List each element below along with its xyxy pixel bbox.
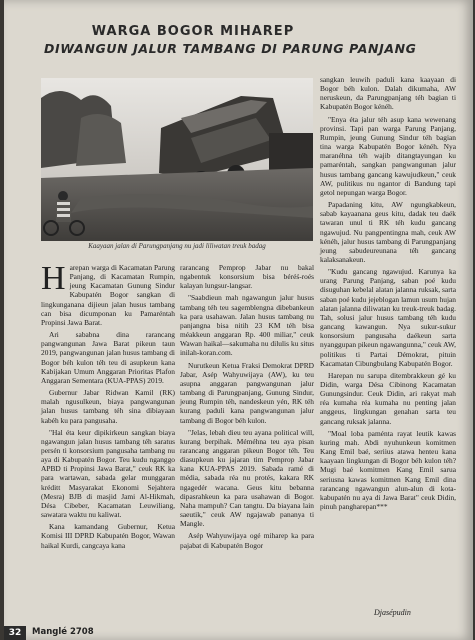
- paragraph: Gubernur Jabar Ridwan Kamil (RK) malah ngusulkeun, biaya pangwangunan jalan husus tambang téh sina dibiayaan kabéh ku para pangusaha.: [41, 388, 175, 425]
- title-line-2: DIWANGUN JALUR TAMBANG DI PARUNG PANJANG: [44, 41, 417, 56]
- paragraph: "Jelas, lebah dieu teu ayana political will, kurang berpihak. Méméhna teu aya pisan rarancang anggaran pikeun Bogor téh. Teu diasupkeun ku jajaran tim Pemprop Jabar kana KUA-PPAS 2019. Sabada ramé di média, sabada réa nu protés, kakara RK ngagedér wacana. Geus kitu bebanna dipasrahkeun ka para usahawan di Bogor. Naha mampuh? Can tangtu. Da biayana lain saeutik," ceuk AW ngajawab pananya ti Mangle.: [180, 427, 314, 529]
- photo-caption: Kaayaan jalan di Parungpanjang nu jadi liliwatan treuk badag: [88, 242, 266, 250]
- article-column-1: [41, 260, 175, 553]
- paragraph: Ari sababna dina rarancang pangwangunan Jawa Barat pikeun taun 2019, pangwangunan jalan husus tambang di Bogor béh kulon téh teu di asupkeun kana Kabijakan Umum Anggaran Prioritas Plafon Anggaran Sementara (KUA-PPAS) 2019.: [41, 330, 175, 385]
- paragraph: Kana kamandang Gubernur, Ketua Komisi III DPRD Kabupatén Bogor, Wawan haikal Kurdi, cangcaya kana: [41, 522, 175, 550]
- article-column-2: [180, 263, 314, 553]
- paragraph: "Kudu gancang ngawujud. Karunya ka urang Parung Panjang, saban poé kudu disuguhan kebelal alatan jalanna ruksak, sarta saban poé kudu jejeblogan lamun usum hujan alatan jalanna diliwatan ku treuk-treuk badag. Tah, solusi jalur husus tambang téh kudu gancang kawangun. Nya sukur-sukur konsorsium pangusaha daékeun sarta nyanggupan pikeun ngawangunna," ceuk AW, politikus ti Partai Démokrat, pituin Kacamatan Cibungbulang Kabupatén Bogor.: [320, 267, 456, 368]
- paragraph: Nurutkeun Ketua Fraksi Demokrat DPRD Jabar, Asép Wahyuwijaya (AW), ku teu asupna anggaran pangwangunan jalur tambang di Parungpanjang, Gunung Sindur, jeung Rumpin téh, nandeskeun yén, RK téh kurang paduli kana pangwangunan jalur tambang di Bogor béh kulon.: [180, 360, 314, 425]
- magazine-issue: Manglé 2708: [32, 627, 94, 637]
- paragraph: "Saabdieun mah ngawangun jalur husus tambang téh teu sagemblengna dibebankeun ka para usahawan. Jalan husus tambang nu panjangna bisa nitih 23 KM téh bisa méakkeun anggaran Rp. 400 miliar," ceuk Wawan haikal—sakumaha nu dilulis ku situs inilah-koran.com.: [180, 293, 314, 358]
- paragraph: Papadaning kitu, AW ngungkabkeun, sabab kayaanana geus kitu, dadak teu daék tawaran unul ti RK téh kudu gancang ngawujud. Nu pangpentingna mah, ceuk AW kénéh, jalur husus tambang di Parungpanjang jeung sabudeureunana téh gancang kalaksanakeun.: [320, 200, 456, 264]
- paragraph: "Moal loba paménta rayat leutik kawas kuring mah. Abdi nyuhunkeun komitmen Kang Emil baé, seriius atawa henteu kana kaayaan lingkungan di Bogor béh kulon téh? Mugi baé komitmen Kang Emil sarua seriusna kawas komitmen Kang Emil dina rarancang ngawangun alun-alun di kota-kabupatén nu aya di Jawa Barat" ceuk Didin, pinuh pangharepan***: [320, 428, 456, 512]
- article-column-3: [320, 75, 456, 514]
- page-number: 32: [4, 626, 26, 640]
- paragraph: rarancang Pemprop Jabar nu bakal ngabentuk konsorsium bisa béréś-roés kalayan lungsur-langsar.: [180, 263, 314, 291]
- paragraph: Harepan warga di Kacamatan Parung Panjang, di Kacamatan Rumpin, jeung Kacamatan Gunung Sindur Kabupatén Bogor sangkan di lingkunganana dijieun jalan husus tambang can bisa dicumponan ku Pamaréntah Propinsi Jawa Barat.: [41, 260, 175, 327]
- article-photo: [41, 78, 313, 241]
- title-line-1: WARGA BOGOR MIHAREP: [91, 24, 295, 39]
- magazine-page: [4, 0, 473, 640]
- paragraph: "Enya éta jalur téh asup kana wewenang provinsi. Tapi pan warga Parung Panjang, Rumpin, jeung Gunung Sindur téh bagian tina warga Kabupatén Bogor kénéh. Nya maranéhna téh wajib ditangtayungan ku pamaréntah, sangkan pangwangunan jalur husus tambang gancang kawujudkeun," ceuk AW, pulitikus nu ngantor di Bandung tapi getol nepungan warga Bogor.: [320, 114, 456, 197]
- paragraph: Asép Wahyuwijaya ogé miharep ka para pajabat di Kabupatén Bogor: [180, 531, 314, 550]
- paragraph: Harepan nu sarupa ditembrakkeun gé ku Didin, warga Désa Cibinong Kacamatan Gunungsindur. Ceuk Didin, ari rakyat mah réa kumaha réa kumaha nu penting jalan anggeus, lingkungan genahan sarta teu gancang ruksak jalanna.: [320, 370, 456, 426]
- paragraph: sangkan leuwih paduli kana kaayaan di Bogor béh kulon. Dalah dikumaha, AW neruskeun, da Parungpanjang téh bagian ti Kabupatén Bogor kénéh.: [320, 75, 456, 112]
- author-name: Djasépudin: [374, 608, 411, 617]
- paragraph: "Hal éta keur dipikirkeun sangkan biaya ngawangun jalan husus tambang téh saratus persén ti konsorsium pangusaha tambang nu aya di Kabupatén Bogor. Teu kudu nganggo APBD ti Propinsi Jawa Barat," ceuk RK ka para wartawan, sabada gelar munggaran kréditt Masyarakat Ekonomi Sejahtera (Mesra) BJB di masjid Jami Al-Hikmah, Désa Cibeber, Kacamatan Leuwiliang, sawatara waktu nu kaliwat.: [41, 427, 175, 520]
- article-title: [44, 24, 417, 56]
- page-footer: [4, 626, 473, 640]
- drop-cap: H: [41, 260, 66, 297]
